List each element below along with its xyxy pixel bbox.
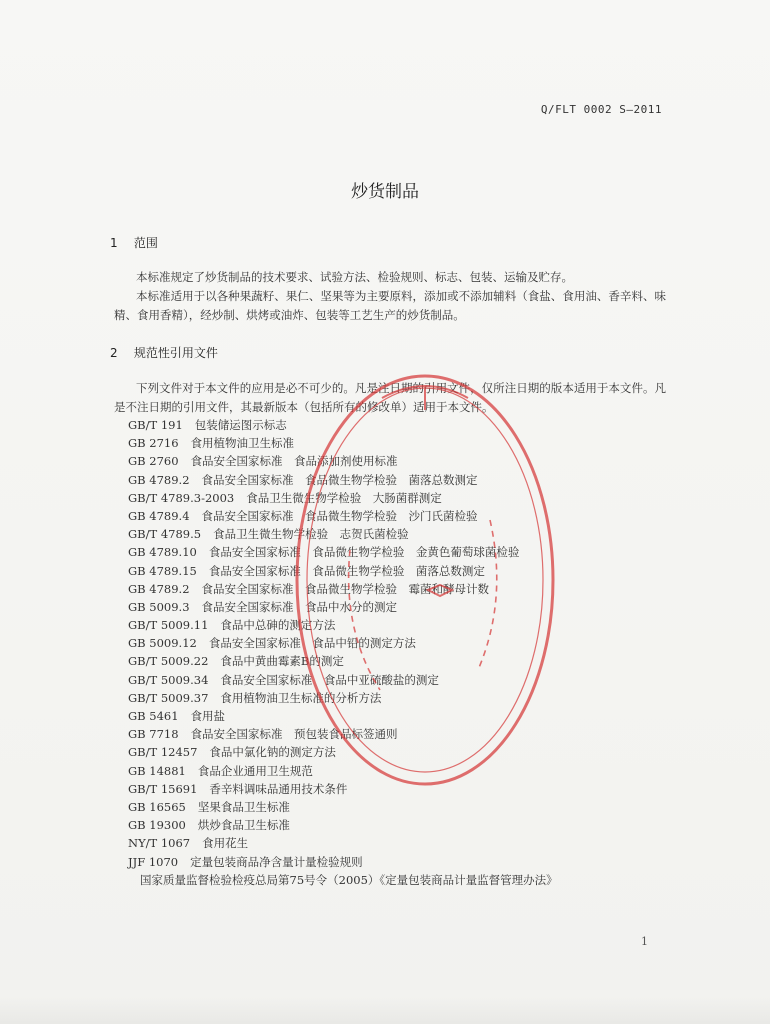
reference-code: GB 5461 xyxy=(128,709,179,723)
list-item xyxy=(128,507,558,525)
reference-code: GB/T 5009.37 xyxy=(128,690,209,705)
reference-title: 食品安全国家标准 食品中铅的测定方法 xyxy=(208,636,416,651)
reference-list xyxy=(128,416,558,889)
list-item xyxy=(128,562,558,580)
reference-title: 食品安全国家标准 食品微生物学检验 金黄色葡萄球菌检验 xyxy=(208,545,520,560)
reference-code: GB 5009.3 xyxy=(128,599,190,614)
list-item xyxy=(128,834,558,852)
page-number: 1 xyxy=(641,935,648,948)
reference-code: GB/T 191 xyxy=(128,418,183,432)
reference-code: GB 4789.2 xyxy=(128,581,190,596)
reference-title: 食品卫生微生物学检验 志贺氏菌检验 xyxy=(213,527,409,542)
reference-code: GB 4789.2 xyxy=(128,472,190,487)
list-item xyxy=(128,580,558,598)
list-item xyxy=(128,543,558,561)
reference-title: 食用盐 xyxy=(190,709,226,723)
reference-code: GB 4789.4 xyxy=(128,508,190,523)
reference-title: 食品卫生微生物学检验 大肠菌群测定 xyxy=(246,490,442,505)
reference-code: GB 7718 xyxy=(128,727,179,742)
reference-title: 食品安全国家标准 食品添加剂使用标准 xyxy=(190,454,398,469)
section-number: 1 xyxy=(110,236,118,250)
list-item xyxy=(128,471,558,489)
list-item xyxy=(128,634,558,652)
reference-code: GB 2716 xyxy=(128,436,179,451)
reference-title: 国家质量监督检验检疫总局第75号令（2005）《定量包装商品计量监督管理办法》 xyxy=(140,872,558,887)
list-item xyxy=(128,525,558,543)
list-item xyxy=(128,671,558,689)
reference-code: GB/T 5009.11 xyxy=(128,618,209,633)
reference-title: 食用花生 xyxy=(202,836,249,851)
list-item xyxy=(128,598,558,616)
list-item xyxy=(128,616,558,634)
standard-code: Q/FLT 0002 S—2011 xyxy=(540,103,662,116)
document-title: 炒货制品 xyxy=(351,182,419,202)
reference-title: 定量包装商品净含量计量检验规则 xyxy=(190,854,363,869)
reference-code: JJF 1070 xyxy=(128,854,179,869)
reference-title: 食品安全国家标准 食品微生物学检验 菌落总数测定 xyxy=(201,472,478,487)
reference-code: GB 5009.12 xyxy=(128,636,197,651)
reference-code: GB/T 12457 xyxy=(128,745,198,760)
reference-title: 香辛料调味品通用技术条件 xyxy=(209,781,348,796)
reference-title: 食品安全国家标准 食品中水分的测定 xyxy=(201,599,398,614)
reference-title: 食用植物油卫生标准的分析方法 xyxy=(220,690,382,705)
paragraph-references-intro: 下列文件对于本文件的应用是必不可少的。凡是注日期的引用文件，仅所注日期的版本适用于本文件。凡是不注日期的引用文件，其最新版本（包括所有的修改单）适用于本文件。 xyxy=(114,381,666,414)
section-number: 2 xyxy=(110,346,118,360)
reference-code: GB/T 5009.22 xyxy=(128,654,209,669)
list-item xyxy=(128,452,558,470)
list-item xyxy=(128,689,558,707)
reference-code: GB 16565 xyxy=(128,799,186,814)
reference-title: 食品企业通用卫生规范 xyxy=(197,763,313,778)
list-item xyxy=(128,434,558,452)
section-title: 范围 xyxy=(133,236,158,250)
section-heading-scope xyxy=(110,234,158,251)
scan-shadow xyxy=(0,996,770,1024)
reference-code: NY/T 1067 xyxy=(128,836,191,851)
list-item xyxy=(128,416,558,434)
section-title: 规范性引用文件 xyxy=(133,346,218,360)
reference-code: GB 4789.15 xyxy=(128,563,197,578)
section-heading-normative-references xyxy=(110,344,218,361)
reference-code: GB 14881 xyxy=(128,763,186,778)
list-item xyxy=(128,798,558,816)
reference-code: GB/T 15691 xyxy=(128,781,198,796)
reference-title: 包装储运图示标志 xyxy=(194,418,287,432)
reference-title: 食品中总砷的测定方法 xyxy=(220,618,336,633)
reference-title: 食用植物油卫生标准 xyxy=(190,436,295,451)
reference-title: 食品中黄曲霉素B的测定 xyxy=(220,654,344,669)
reference-code: GB 2760 xyxy=(128,454,179,469)
paragraph-scope-1: 本标准规定了炒货制品的技术要求、试验方法、检验规则、标志、包装、运输及贮存。 xyxy=(136,270,573,284)
list-item xyxy=(128,489,558,507)
list-item xyxy=(128,707,558,725)
reference-title: 食品安全国家标准 食品微生物学检验 霉菌和酵母计数 xyxy=(201,581,490,596)
reference-title: 食品安全国家标准 食品中亚硫酸盐的测定 xyxy=(220,672,439,687)
list-item xyxy=(128,871,558,889)
reference-title: 烘炒食品卫生标准 xyxy=(197,818,290,833)
list-item xyxy=(128,816,558,834)
list-item xyxy=(128,780,558,798)
list-item xyxy=(128,743,558,761)
reference-title: 食品安全国家标准 预包装食品标签通则 xyxy=(190,727,398,742)
reference-code: GB 4789.10 xyxy=(128,545,197,560)
reference-code: GB/T 5009.34 xyxy=(128,672,209,687)
list-item xyxy=(128,652,558,670)
list-item xyxy=(128,725,558,743)
reference-title: 食品安全国家标准 食品微生物学检验 沙门氏菌检验 xyxy=(201,508,478,523)
reference-title: 坚果食品卫生标准 xyxy=(197,799,290,814)
list-item xyxy=(128,853,558,871)
list-item xyxy=(128,762,558,780)
reference-title: 食品中氯化钠的测定方法 xyxy=(209,745,336,760)
reference-code: GB 19300 xyxy=(128,818,186,833)
reference-title: 食品安全国家标准 食品微生物学检验 菌落总数测定 xyxy=(208,563,485,578)
paragraph-scope-2: 本标准适用于以各种果蔬籽、果仁、坚果等为主要原料，添加或不添加辅料（食盐、食用油、香辛料、味精、食用香精），经炒制、烘烤或油炸、包装等工艺生产的炒货制品。 xyxy=(114,289,666,322)
reference-code: GB/T 4789.5 xyxy=(128,527,202,542)
reference-code: GB/T 4789.3-2003 xyxy=(128,490,235,505)
